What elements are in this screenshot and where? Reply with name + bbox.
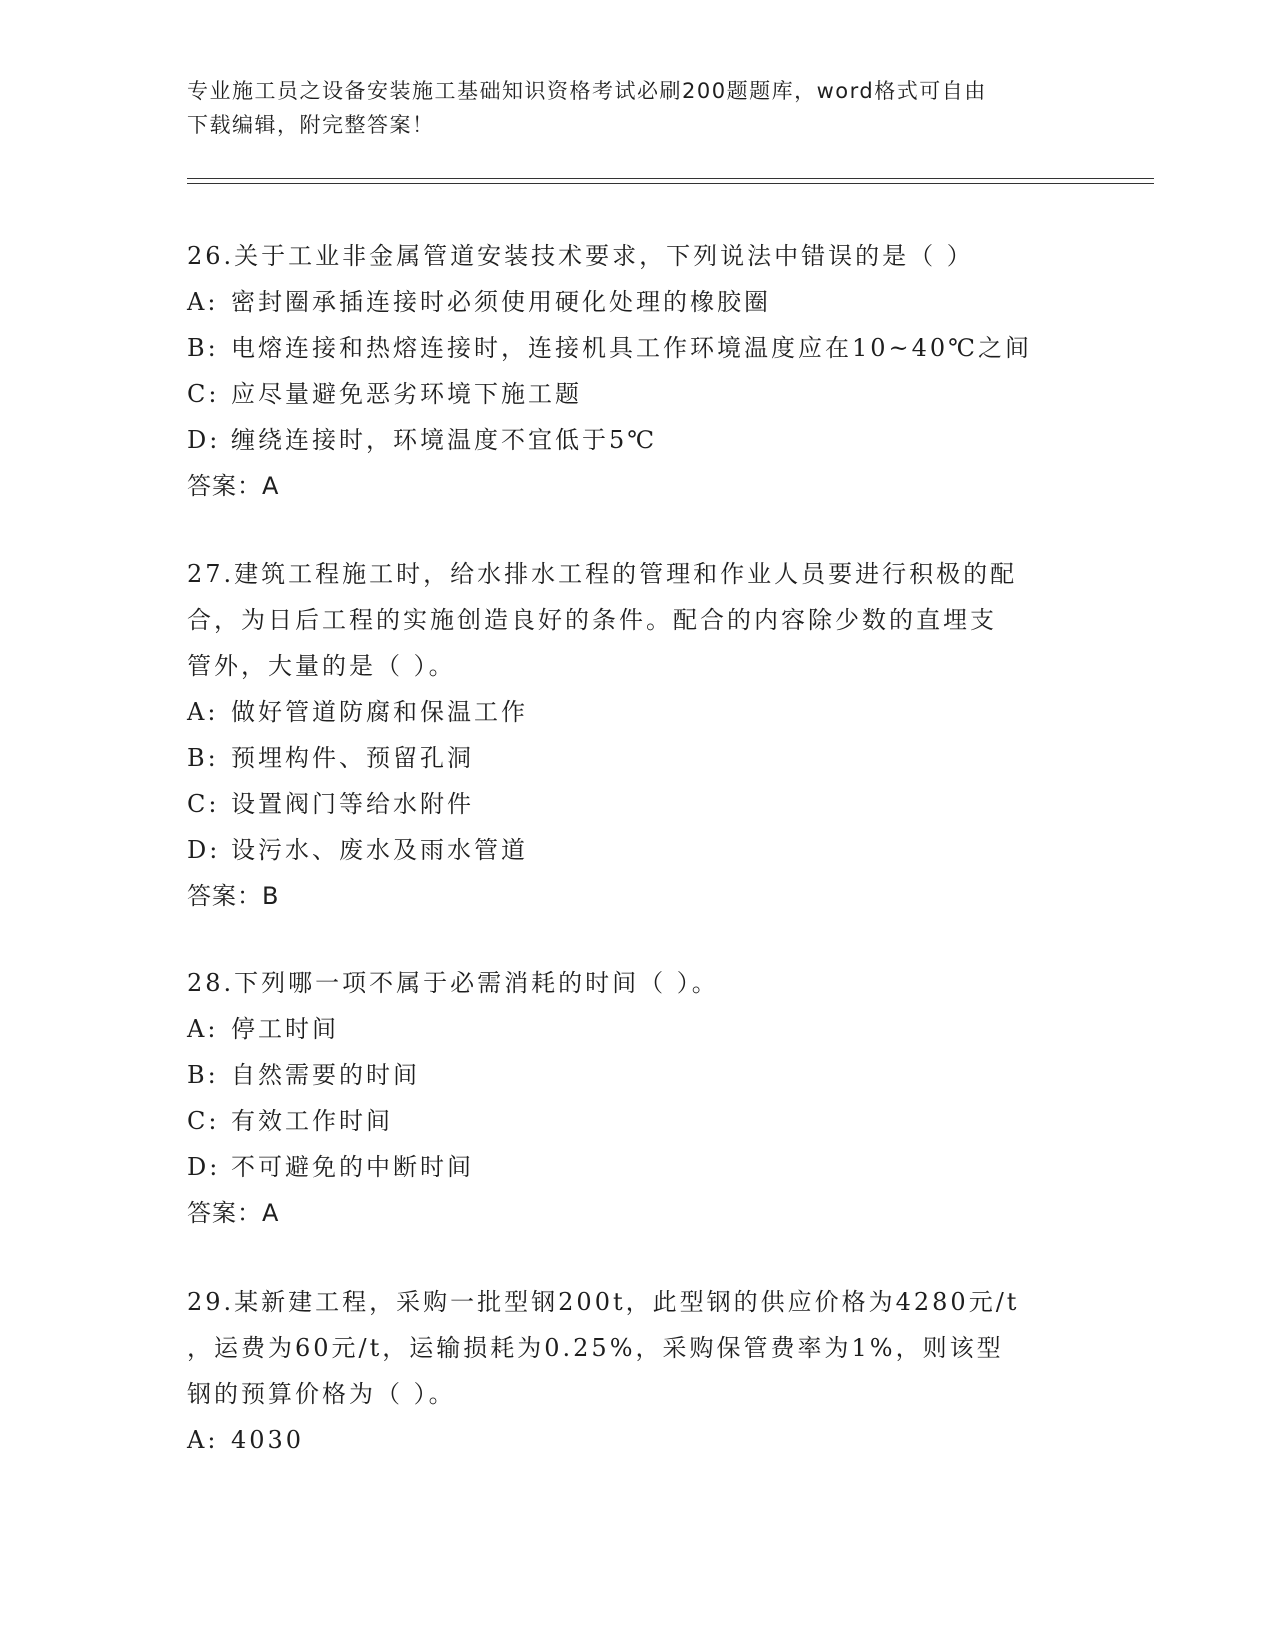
option-text: 不可避免的中断时间 [231,1153,474,1181]
option-letter: C: [187,790,220,818]
question-text: 28.下列哪一项不属于必需消耗的时间（ ）。 [187,969,719,997]
header-line-2: 下载编辑，附完整答案！ [187,113,435,137]
document-header [187,74,1067,142]
option-letter: B: [187,1061,219,1089]
option-c [187,371,1087,417]
header-divider-bottom [187,183,1154,184]
option-text: 密封圈承插连接时必须使用硬化处理的橡胶圈 [231,288,771,316]
question-27 [187,551,1087,919]
option-text: 设污水、废水及雨水管道 [231,836,528,864]
option-letter: B: [187,744,219,772]
answer-text: 答案：A [187,1199,280,1227]
question-text-line-2: ，运费为60元/t，运输损耗为0.25%，采购保管费率为1%，则该型 [187,1334,1004,1362]
question-29 [187,1279,1087,1463]
option-c [187,1098,1087,1144]
option-text: 电熔连接和热熔连接时，连接机具工作环境温度应在10~40℃之间 [231,334,1033,362]
question-text-line-2: 合，为日后工程的实施创造良好的条件。配合的内容除少数的直埋支 [187,606,997,634]
question-text-line-1: 27.建筑工程施工时，给水排水工程的管理和作业人员要进行积极的配 [187,560,1018,588]
option-d [187,827,1087,873]
option-b [187,325,1087,371]
option-c [187,781,1087,827]
option-text: 停工时间 [231,1015,339,1043]
option-letter: C: [187,380,220,408]
option-text: 设置阀门等给水附件 [231,790,474,818]
option-letter: A: [187,698,219,726]
option-d [187,417,1087,463]
question-text: 26.关于工业非金属管道安装技术要求，下列说法中错误的是（ ） [187,242,974,270]
question-text-line-1: 29.某新建工程，采购一批型钢200t，此型钢的供应价格为4280元/t [187,1288,1020,1316]
answer-text: 答案：B [187,882,280,910]
question-28 [187,960,1087,1236]
option-letter: D: [187,1153,221,1181]
option-a [187,1417,1087,1463]
option-text: 预埋构件、预留孔洞 [231,744,474,772]
option-a [187,1006,1087,1052]
option-b [187,735,1087,781]
option-letter: C: [187,1107,220,1135]
header-divider-top [187,178,1154,179]
option-text: 4030 [231,1426,305,1454]
option-letter: A: [187,1426,219,1454]
option-letter: A: [187,288,219,316]
option-text: 应尽量避免恶劣环境下施工题 [231,380,582,408]
question-26 [187,233,1087,509]
option-text: 做好管道防腐和保温工作 [231,698,528,726]
option-letter: A: [187,1015,219,1043]
option-d [187,1144,1087,1190]
option-letter: B: [187,334,219,362]
option-text: 自然需要的时间 [231,1061,420,1089]
question-text-line-3: 钢的预算价格为（ ）。 [187,1380,456,1408]
question-text-line-3: 管外，大量的是（ ）。 [187,652,456,680]
option-b [187,1052,1087,1098]
option-text: 有效工作时间 [231,1107,393,1135]
answer-text: 答案：A [187,472,280,500]
option-a [187,689,1087,735]
option-letter: D: [187,426,221,454]
option-text: 缠绕连接时，环境温度不宜低于5℃ [231,426,658,454]
header-line-1: 专业施工员之设备安装施工基础知识资格考试必刷200题题库，word格式可自由 [187,79,987,103]
option-a [187,279,1087,325]
option-letter: D: [187,836,221,864]
